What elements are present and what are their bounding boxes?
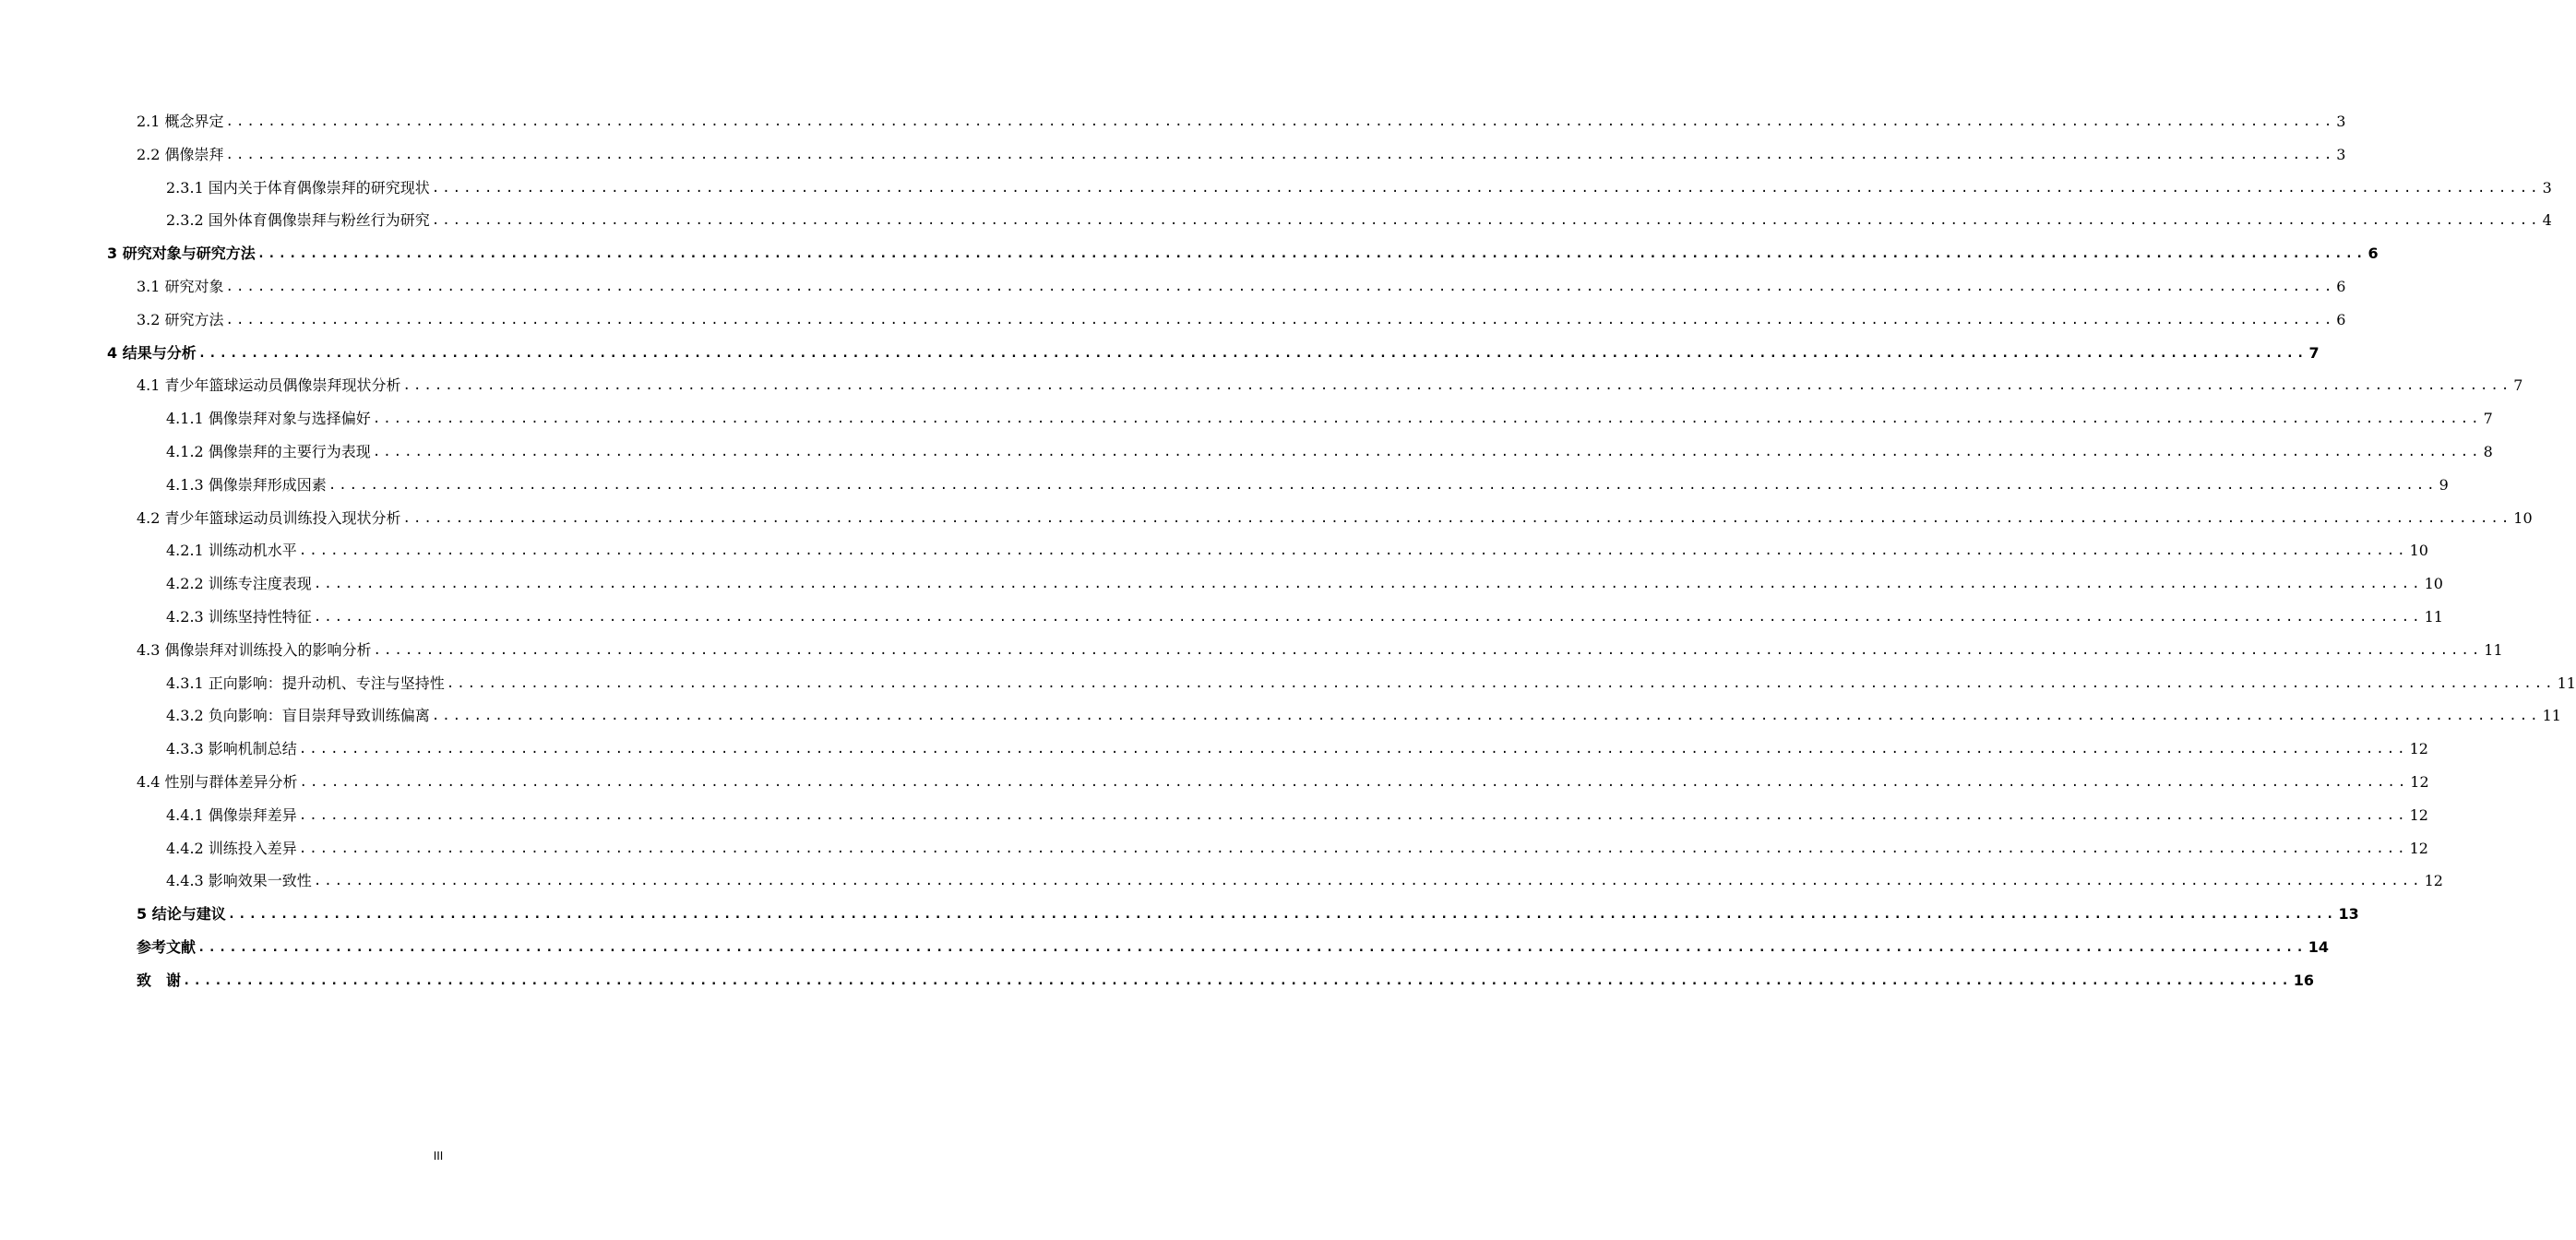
toc-entry[interactable] <box>137 138 2346 164</box>
toc-entry-label: 参考文献 <box>137 938 197 956</box>
toc-entry[interactable] <box>166 799 2428 825</box>
toc-entry-page: 11 <box>2484 640 2503 659</box>
toc-entry-page: 6 <box>2336 278 2346 295</box>
toc-entry[interactable] <box>137 304 2346 329</box>
toc-entry-page: 12 <box>2409 839 2428 857</box>
toc-entry-label: 4.4.3 影响效果一致性 <box>166 872 312 890</box>
toc-entry[interactable] <box>166 534 2428 560</box>
toc-entry-label: 4.2.1 训练动机水平 <box>166 542 297 560</box>
toc-entry[interactable] <box>137 931 2330 957</box>
toc-entry[interactable] <box>166 204 2552 230</box>
toc-entry-label: 4.4 性别与群体差异分析 <box>137 773 298 791</box>
toc-entry-label: 4.2.3 训练坚持性特征 <box>166 608 312 626</box>
toc-leader-dots: ........................................................................................................................................................................................................ <box>298 841 2408 856</box>
toc-leader-dots: ........................................................................................................................................................................................................ <box>313 577 2423 592</box>
toc-entry[interactable] <box>166 172 2552 197</box>
toc-entry[interactable] <box>166 667 2576 693</box>
toc-entry-page: 7 <box>2308 343 2320 362</box>
page-number: III <box>433 1150 444 1162</box>
toc-entry-page: 10 <box>2424 575 2443 593</box>
toc-entry-label: 4.4.2 训练投入差异 <box>166 839 297 857</box>
toc-entry-label: 2.1 概念界定 <box>137 113 224 130</box>
toc-leader-dots: ........................................................................................................................................................................................................ <box>372 411 2482 427</box>
toc-leader-dots: ........................................................................................................................................................................................................ <box>328 477 2438 493</box>
toc-entry-label: 5 结论与建议 <box>137 905 226 924</box>
toc-entry[interactable] <box>137 898 2359 924</box>
toc-leader-dots: ........................................................................................................................................................................................................ <box>313 874 2423 889</box>
toc-entry-label: 4.3.1 正向影响：提升动机、专注与坚持性 <box>166 674 445 692</box>
toc-entry-page: 12 <box>2424 872 2443 890</box>
toc-entry-page: 3 <box>2336 113 2346 130</box>
toc-leader-dots: ........................................................................................................................................................................................................ <box>372 445 2482 459</box>
toc-entry[interactable] <box>166 469 2449 495</box>
toc-entry-label: 3 研究对象与研究方法 <box>107 244 256 263</box>
toc-entry[interactable] <box>166 733 2428 758</box>
toc-entry[interactable] <box>166 601 2443 626</box>
toc-leader-dots: ........................................................................................................................................................................................................ <box>225 312 2335 328</box>
toc-entry-label: 致 谢 <box>137 971 182 989</box>
toc-entry-page: 12 <box>2410 773 2429 791</box>
toc-entry-label: 4.3.2 负向影响：盲目崇拜导致训练偏离 <box>166 707 430 725</box>
toc-entry-page: 7 <box>2483 410 2493 428</box>
toc-leader-dots: ........................................................................................................................................................................................................ <box>431 180 2541 196</box>
toc-entry[interactable] <box>137 270 2346 296</box>
toc-entry-label: 4.1.3 偶像崇拜形成因素 <box>166 475 327 494</box>
toc-entry[interactable] <box>137 502 2533 528</box>
toc-leader-dots: ........................................................................................................................................................................................................ <box>298 807 2408 823</box>
toc-leader-dots: ........................................................................................................................................................................................................ <box>197 940 2307 955</box>
toc-entry-label: 4.3.3 影响机制总结 <box>166 740 297 758</box>
toc-entry-label: 4.1.2 偶像崇拜的主要行为表现 <box>166 443 371 460</box>
toc-entry-label: 4.1.1 偶像崇拜对象与选择偏好 <box>166 410 371 428</box>
toc-entry-page: 6 <box>2367 244 2379 263</box>
toc-entry[interactable] <box>137 105 2346 131</box>
toc-leader-dots: ........................................................................................................................................................................................................ <box>298 543 2408 559</box>
toc-leader-dots: ........................................................................................................................................................................................................ <box>431 213 2541 229</box>
toc-entry-page: 12 <box>2409 805 2428 824</box>
toc-entry-page: 10 <box>2409 542 2428 560</box>
toc-leader-dots: ........................................................................................................................................................................................................ <box>299 775 2409 790</box>
toc-entry-page: 14 <box>2308 938 2330 956</box>
toc-leader-dots: ........................................................................................................................................................................................................ <box>431 709 2541 724</box>
toc-entry[interactable] <box>137 634 2503 660</box>
toc-leader-dots: ........................................................................................................................................................................................................ <box>227 907 2337 923</box>
toc-entry-page: 10 <box>2513 508 2533 527</box>
toc-leader-dots: ........................................................................................................................................................................................................ <box>402 510 2512 526</box>
toc-entry-page: 12 <box>2409 740 2428 758</box>
toc-leader-dots: ........................................................................................................................................................................................................ <box>446 675 2556 691</box>
toc-leader-dots: ........................................................................................................................................................................................................ <box>402 378 2512 394</box>
toc-entry-label: 2.3.1 国内关于体育偶像崇拜的研究现状 <box>166 178 430 197</box>
toc-entry-page: 9 <box>2439 475 2449 494</box>
toc-entry-page: 16 <box>2293 971 2315 989</box>
toc-entry-label: 4.3 偶像崇拜对训练投入的影响分析 <box>137 640 372 659</box>
toc-entry[interactable] <box>166 435 2493 461</box>
toc-entry-label: 4 结果与分析 <box>107 343 197 362</box>
toc-entry-page: 11 <box>2557 674 2576 692</box>
toc-leader-dots: ........................................................................................................................................................................................................ <box>256 246 2367 262</box>
toc-entry[interactable] <box>166 699 2561 725</box>
toc-entry-label: 3.2 研究方法 <box>137 310 224 328</box>
toc-entry-label: 4.4.1 偶像崇拜差异 <box>166 805 297 824</box>
toc-entry-page: 4 <box>2542 211 2552 230</box>
toc-entry-label: 4.2 青少年篮球运动员训练投入现状分析 <box>137 508 401 527</box>
toc-entry-label: 2.2 偶像崇拜 <box>137 145 224 163</box>
toc-entry[interactable] <box>166 567 2443 593</box>
toc-entry[interactable] <box>107 337 2320 363</box>
toc-entry-page: 3 <box>2336 145 2346 163</box>
toc-entry-label: 4.1 青少年篮球运动员偶像崇拜现状分析 <box>137 376 401 395</box>
toc-leader-dots: ........................................................................................................................................................................................................ <box>225 147 2335 162</box>
toc-entry-page: 8 <box>2483 443 2493 460</box>
toc-entry[interactable] <box>137 964 2315 990</box>
toc-leader-dots: ........................................................................................................................................................................................................ <box>313 610 2423 625</box>
toc-leader-dots: ........................................................................................................................................................................................................ <box>298 742 2408 757</box>
toc-entry[interactable] <box>166 832 2428 858</box>
toc-entry[interactable] <box>166 864 2443 890</box>
toc-leader-dots: ........................................................................................................................................................................................................ <box>373 642 2483 658</box>
toc-leader-dots: ........................................................................................................................................................................................................ <box>225 114 2335 129</box>
toc-entry[interactable] <box>107 237 2379 263</box>
toc-entry[interactable] <box>166 402 2493 428</box>
toc-leader-dots: ........................................................................................................................................................................................................ <box>225 280 2335 294</box>
toc-entry-label: 4.2.2 训练专注度表现 <box>166 575 312 593</box>
toc-entry-page: 3 <box>2542 178 2552 197</box>
toc-entry-page: 7 <box>2513 376 2523 395</box>
toc-entry-page: 13 <box>2338 905 2359 924</box>
toc-entry[interactable] <box>137 369 2523 395</box>
toc-leader-dots: ........................................................................................................................................................................................................ <box>183 972 2292 988</box>
toc-leader-dots: ........................................................................................................................................................................................................ <box>197 345 2308 361</box>
toc-entry-page: 11 <box>2542 707 2561 725</box>
toc-entry-label: 3.1 研究对象 <box>137 278 224 295</box>
toc-entry-page: 6 <box>2336 310 2346 328</box>
toc-entry-label: 2.3.2 国外体育偶像崇拜与粉丝行为研究 <box>166 211 430 230</box>
toc-entry[interactable] <box>137 766 2429 792</box>
toc-entry-page: 11 <box>2424 608 2443 626</box>
